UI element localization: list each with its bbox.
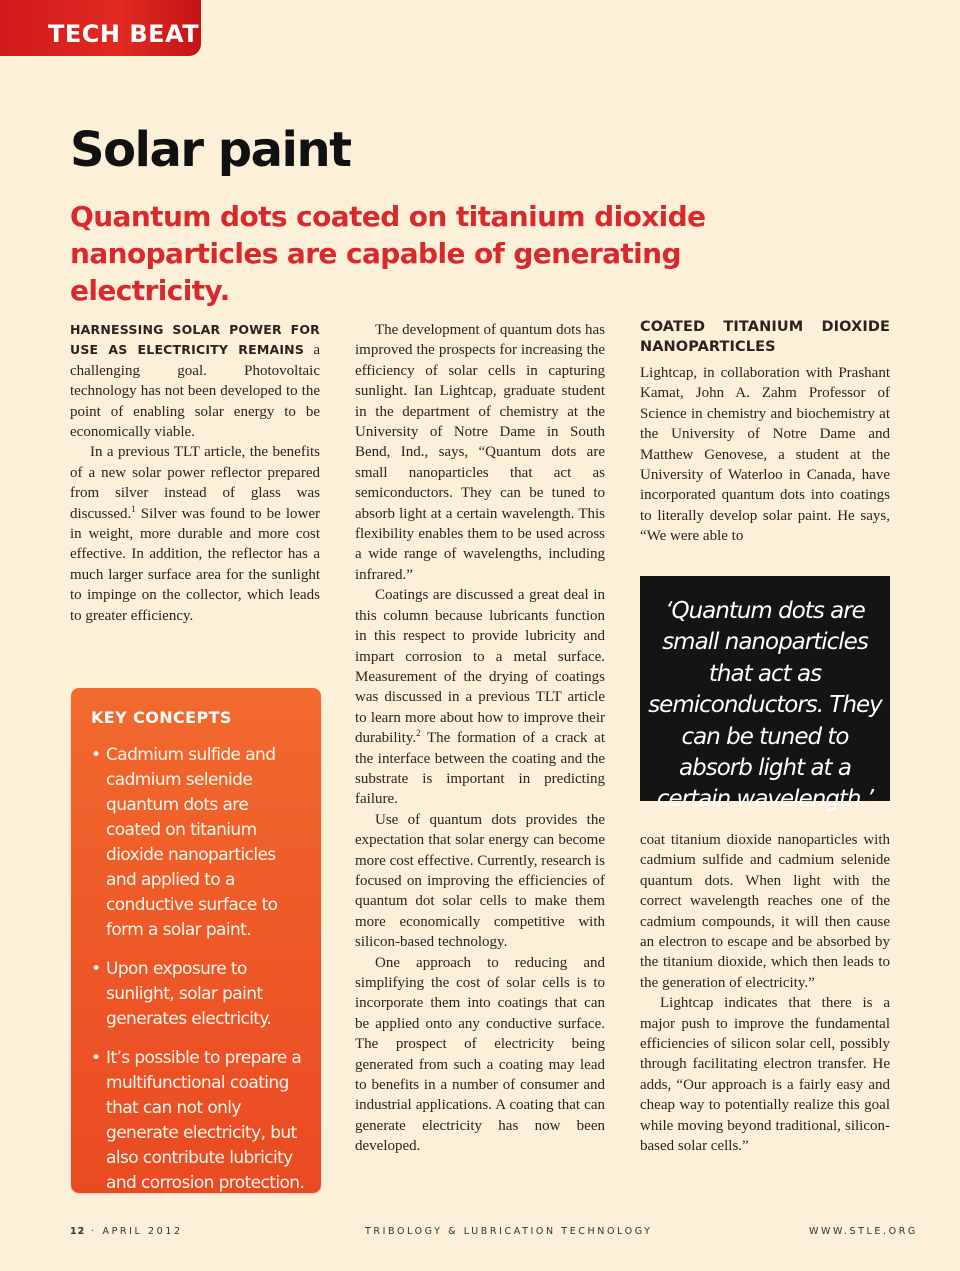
page-number: 12 <box>70 1226 86 1237</box>
body-paragraph: Use of quantum dots provides the expectation that solar energy can become more cost effective. Currently, research is focused on improving the efficiencies of quantum dot solar cells to make them more economically competitive with silicon-based technology. <box>355 811 605 951</box>
footnote-ref: 2 <box>416 728 421 739</box>
body-paragraph: Lightcap indicates that there is a major push to improve the fundamental efficiencies of silicon solar cell, possibly through facilitating electron transfer. He adds, “Our approach is a fairly easy and cheap way to potentially realize this goal while moving beyond traditional, silicon-based solar cells.” <box>640 995 890 1155</box>
body-paragraph <box>355 585 605 809</box>
key-concepts-box <box>71 688 321 1193</box>
body-paragraph: Lightcap, in collaboration with Prashant Kamat, John A. Zahm Professor of Science in chemistry and biochemistry at the University of Notre Dame and Matthew Genovese, a student at the University of Waterloo in Canada, have incorporated quantum dots into coatings to literally develop solar paint. He says, “We were able to <box>640 365 890 545</box>
issue-date: APRIL 2012 <box>102 1226 183 1237</box>
footnote-ref: 1 <box>131 503 136 514</box>
publication-name: TRIBOLOGY & LUBRICATION TECHNOLOGY <box>365 1226 653 1237</box>
key-concept-item: • Upon exposure to sunlight, solar paint generates electricity. <box>91 957 305 1032</box>
column-3-top <box>640 317 890 547</box>
lead-in: HARNESSING SOLAR POWER FOR USE AS ELECTRICITY REMAINS <box>70 322 320 358</box>
intro-text: a challenging goal. Photovoltaic technology has not been developed to the point of enabling solar energy to be economically viable. <box>70 342 320 441</box>
footer-separator: · <box>91 1226 97 1237</box>
paragraph-text: The formation of a crack at the interface between the coating and the substrate is important in predicting failure. <box>355 730 605 808</box>
pull-quote: ‘Quantum dots are small nanoparticles that act as semiconductors. They can be tuned to absorb light at a certain wavelength.’ <box>640 576 890 801</box>
paragraph-text: Coatings are discussed a great deal in this column because lubricants function in this respect to provide lubricity and impart corrosion to a metal surface. Measurement of the drying of coatings was discussed in a previous TLT article to learn more about how to improve their durability. <box>355 587 605 747</box>
column-1 <box>70 320 320 626</box>
paragraph-text: Silver was found to be lower in weight, more durable and more cost effective. In addition, the reflector has a much larger surface area for the sunlight to impinge on the collector, which leads to greater efficiency. <box>70 505 320 624</box>
key-concepts-list <box>91 743 305 1196</box>
key-concepts-heading: KEY CONCEPTS <box>91 708 232 727</box>
body-paragraph: coat titanium dioxide nanoparticles with cadmium sulfide and cadmium selenide quantum dots. When light with the correct wavelength reaches one of the cadmium compounds, it will then cause an electron to escape and be absorbed by the titanium dioxide, which then leads to the generation of electricity.” <box>640 832 890 991</box>
article-title: Solar paint <box>70 122 351 178</box>
column-3-bottom <box>640 830 890 1157</box>
footer-left <box>70 1226 183 1237</box>
body-paragraph: One approach to reducing and simplifying the cost of solar cells is to incorporate them into coatings that can be applied onto any conductive surface. The prospect of electricity being generated from such a coating may lead to benefits in a number of consumer and industrial applications. A coating that can generate electricity has now been developed. <box>355 954 605 1155</box>
website-url: WWW.STLE.ORG <box>809 1226 918 1237</box>
key-concept-item: • It’s possible to prepare a multifunctional coating that can not only generate electricity, but also contribute lubricity and corrosion protection. <box>91 1046 305 1196</box>
column-2 <box>355 320 605 1157</box>
body-paragraph <box>70 442 320 626</box>
article-subtitle: Quantum dots coated on titanium dioxide nanoparticles are capable of generating electricity. <box>70 200 706 307</box>
paragraph-text: In a previous TLT article, the benefits of a new solar power reflector prepared from silver instead of glass was discussed. <box>70 444 320 522</box>
key-concept-item: • Cadmium sulfide and cadmium selenide quantum dots are coated on titanium dioxide nanoparticles and applied to a conductive surface to form a solar paint. <box>91 743 305 943</box>
section-tab: TECH BEAT <box>0 0 201 56</box>
intro-paragraph <box>70 320 320 442</box>
body-paragraph: The development of quantum dots has improved the prospects for increasing the efficiency of solar cells in capturing sunlight. Ian Lightcap, graduate student in the department of chemistry at the University of Notre Dame in South Bend, Ind., says, “Quantum dots are small nanoparticles that act as semiconductors. They can be tuned to absorb light at a certain wavelength. This flexibility enables them to be used across a wide range of wavelengths, including infrared.” <box>355 322 605 583</box>
section-heading: COATED TITANIUM DIOXIDE NANOPARTICLES <box>640 319 890 355</box>
